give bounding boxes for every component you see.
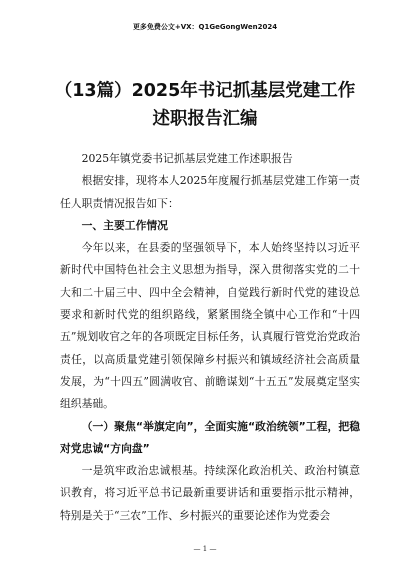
report-subtitle: 2025年镇党委书记抓基层党建工作述职报告 (81, 152, 293, 165)
page-number: — 1 — (193, 545, 217, 553)
intro-paragraph: 根据安排，现将本人2025年度履行抓基层党建工作第一责任人职责情况报告如下： (60, 174, 360, 210)
body-paragraph: 今年以来，在县委的坚强领导下，本人始终坚持以习近平新时代中国特色社会主义思想为指导，深入贯彻落实党的二十大和二十届三中、四中全会精神，自觉践行新时代党的建设总要求和新时代党的组织路线，紧紧围绕全镇中心工作和“十四五”规划收官之年的各项既定目标任务，认真履行管党治党政治责任，以高质量党建引领保障乡村振兴和镇域经济社会高质量发展，为“十四五”圆满收官、前瞻谋划“十五五”发展奠定坚实组织基础。 (60, 241, 360, 411)
document-body (60, 148, 360, 527)
top-note: 更多免费公文+VX：Q1GeGongWen2024 (132, 23, 278, 31)
subsection-heading: （一）聚焦“举旗定向”，全面实施“政治统领”工程，把稳对党忠诚“方向盘” (60, 419, 360, 455)
section-heading: 一、主要工作情况 (81, 218, 168, 232)
document-title: （13篇）2025年书记抓基层党建工作述职报告汇编 (54, 81, 356, 129)
body-paragraph: 一是筑牢政治忠诚根基。持续深化政治机关、政治村镇意识教育，将习近平总书记最新重要讲话和重要指示批示精神，特别是关于“三农”工作、乡村振兴的重要论述作为党委会 (60, 464, 360, 522)
